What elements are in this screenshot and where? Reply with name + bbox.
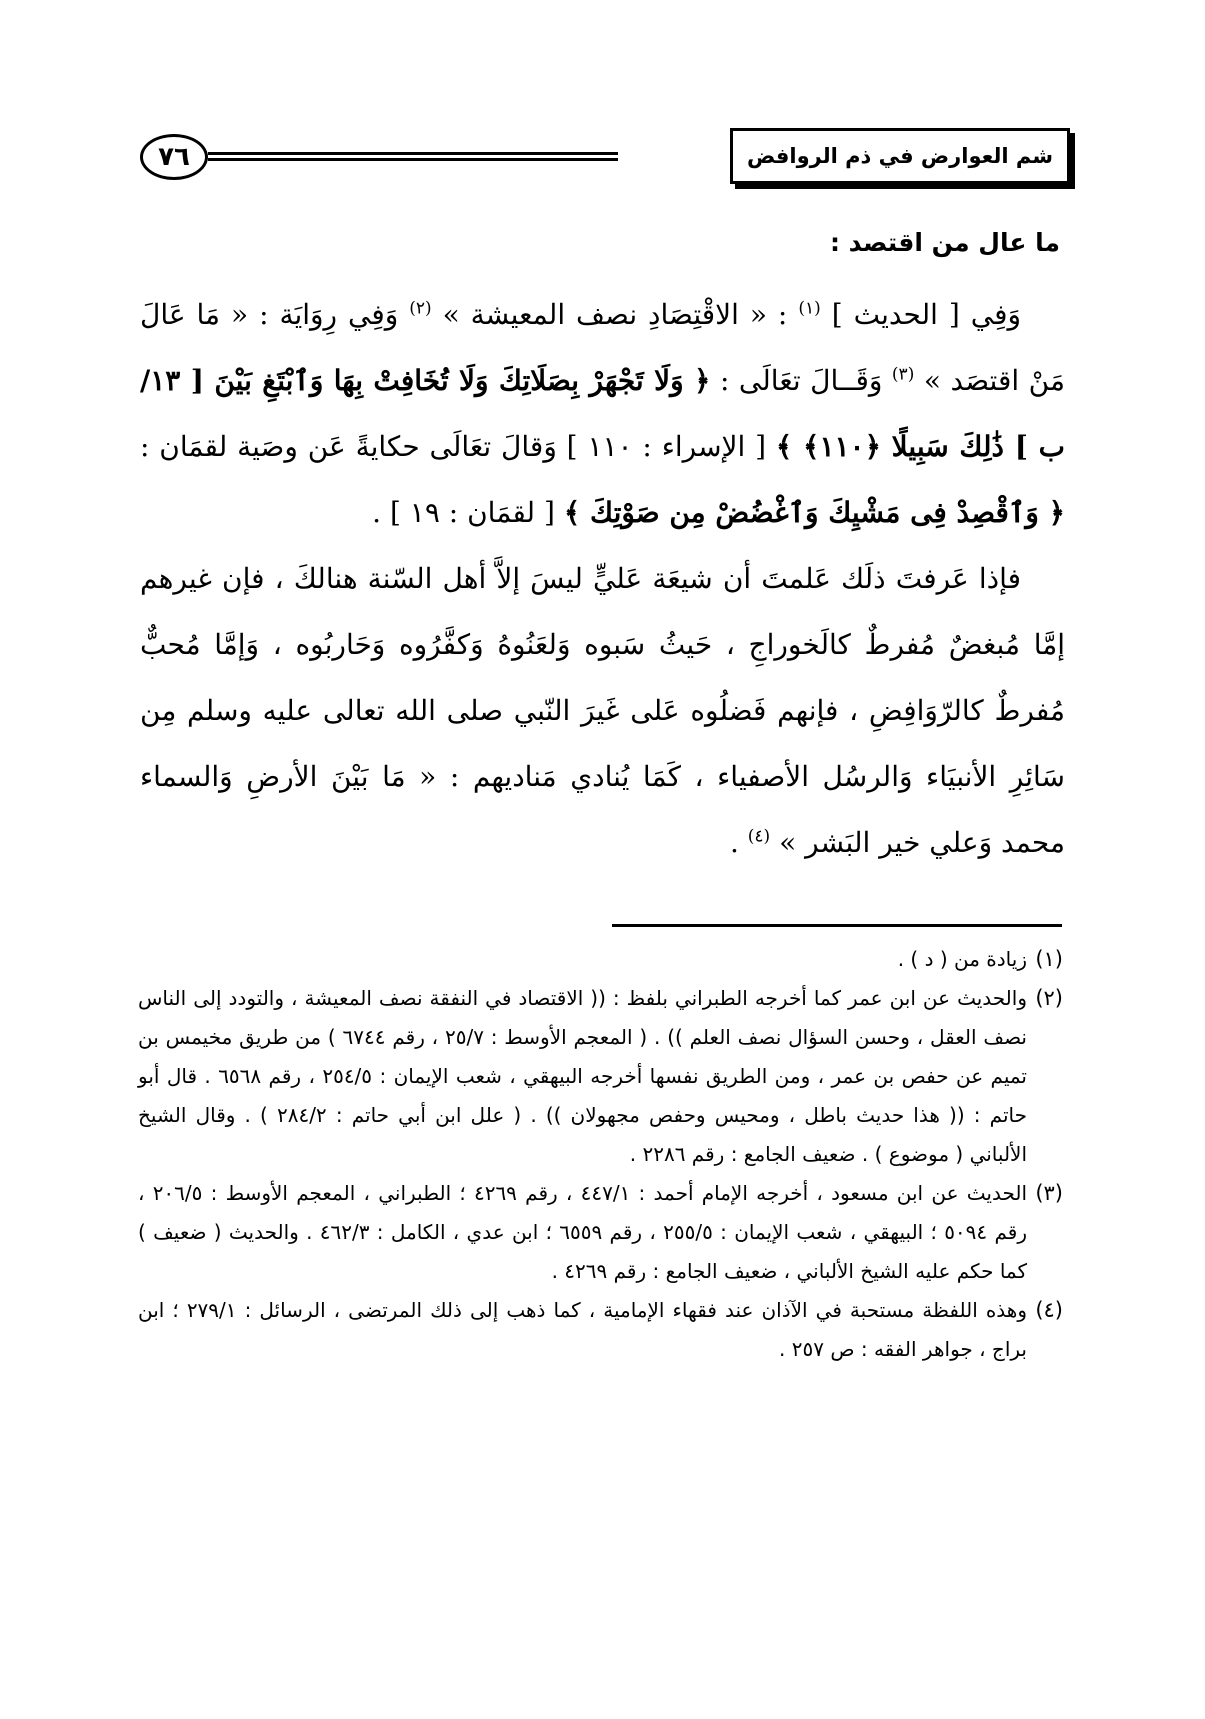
footnote-text: والحديث عن ابن عمر كما أخرجه الطبراني بلفظ : (( الاقتصاد في النفقة نصف المعيشة ، والتودد إلى الناس نصف العقل ، وحسن السؤال نصف العلم )) . ( المعجم الأوسط : ٢٥/٧ ، رقم ٦٧٤٤ ) من طريق مخيمس بن تميم عن حفص بن عمر ، ومن الطريق نفسها أخرجه البيهقي ، شعب الإيمان : ٢٥٤/٥ ، رقم ٦٥٦٨ . قال أبو حاتم : (( هذا حديث باطل ، ومحيس وحفص مجهولان )) . ( علل ابن أبي حاتم : ٢٨٤/٢ ) . وقال الشيخ الألباني ( موضوع ) . ضعيف الجامع : رقم ٢٢٨٦ . (138, 986, 1027, 1166)
book-title: شم العوارض في ذم الروافض (730, 128, 1070, 184)
text-run: [ لقمَان : ١٩ ] . (372, 496, 555, 529)
quran-verse-2: ﴿ وَٱقْصِدْ فِى مَشْيِكَ وَٱغْضُضْ مِن صَوْتِكَ ﴾ (563, 496, 1065, 529)
page-number: ٧٦ (140, 134, 208, 180)
text-run: فإذا عَرفتَ ذلَك عَلمتَ أن شيعَة عَليٍّ ليسَ إلاَّ أهل السّنة هنالكَ ، فإن غيرهم إمَّا مُبغضٌ مُفرطٌ كالَخوراجِ ، حَيثُ سَبوه وَلعَنُوهُ وَكفَّرُوه وَحَاربُوه ، وَإمَّا مُحبٌّ مُفرطٌ كالرّوَافِضِ ، فإنهم فَضلُوه عَلى غَيرَ النّبي صلى الله تعالى عليه وسلم مِن سَائِرِ الأنبيَاء وَالرسُل الأصفياء ، كَمَا يُنادي مَناديهم : « مَا بَيْنَ الأرضِ وَالسماء محمد وَعلي خير البَشر » (140, 562, 1065, 859)
paragraph-1 (140, 282, 1065, 546)
text-run: وَفِي [ الحديث ] (831, 298, 1021, 331)
footnote-separator (612, 924, 1062, 927)
section-heading: ما عال من اقتصد : (829, 228, 1060, 257)
footnotes (138, 940, 1063, 1369)
footnote-number: (٣) (1035, 1181, 1063, 1205)
text-run: وَفِي رِوَايَة : « مَا عَالَ مَنْ اقتصَد » (140, 298, 1065, 397)
footnote-4 (138, 1291, 1063, 1369)
text-run: [ الإسراء : ١١٠ ] وَقالَ تعَالَى حكايةً عَن وصَية لقمَان : (140, 430, 767, 463)
header-rule (208, 152, 618, 161)
page-header (140, 128, 1070, 192)
footnote-1 (138, 940, 1063, 979)
text-run: : « الاقْتِصَادِ نصف المعيشة » (442, 298, 788, 331)
footnote-text: وهذه اللفظة مستحبة في الآذان عند فقهاء الإمامية ، كما ذهب إلى ذلك المرتضى ، الرسائل : ٢٧٩/١ ؛ ابن براج ، جواهر الفقه : ص ٢٥٧ . (138, 1298, 1027, 1361)
footnote-text: الحديث عن ابن مسعود ، أخرجه الإمام أحمد : ٤٤٧/١ ، رقم ٤٢٦٩ ؛ الطبراني ، المعجم الأوسط : ٢٠٦/٥ ، رقم ٥٠٩٤ ؛ البيهقي ، شعب الإيمان : ٢٥٥/٥ ، رقم ٦٥٥٩ ؛ ابن عدي ، الكامل : ٤٦٢/٣ . والحديث ( ضعيف ) كما حكم عليه الشيخ الألباني ، ضعيف الجامع : رقم ٤٢٦٩ . (138, 1181, 1027, 1283)
footnote-2 (138, 979, 1063, 1174)
footnote-ref-3[interactable]: (٣) (891, 364, 915, 385)
footnote-text: زيادة من ( د ) . (897, 947, 1027, 971)
footnote-ref-2[interactable]: (٢) (409, 298, 432, 319)
text-run: . (729, 826, 739, 859)
footnote-ref-1[interactable]: (١) (798, 298, 821, 319)
footnote-number: (٢) (1035, 986, 1063, 1010)
main-text (140, 282, 1065, 876)
footnote-3 (138, 1174, 1063, 1291)
text-run: وَقَــالَ تعَالَى : (719, 364, 883, 397)
footnote-number: (٤) (1035, 1298, 1063, 1322)
footnote-ref-4[interactable]: (٤) (747, 826, 771, 847)
footnote-number: (١) (1035, 947, 1063, 971)
quran-verse-1: ﴿ وَلَا تَجْهَرْ بِصَلَاتِكَ وَلَا تُخَافِتْ بِهَا وَٱبْتَغِ بَيْنَ [ ١٣/ب ] ذَٰلِكَ سَبِيلًا ﴿١١٠﴾ ﴾ (140, 364, 1066, 463)
paragraph-2 (140, 546, 1065, 876)
